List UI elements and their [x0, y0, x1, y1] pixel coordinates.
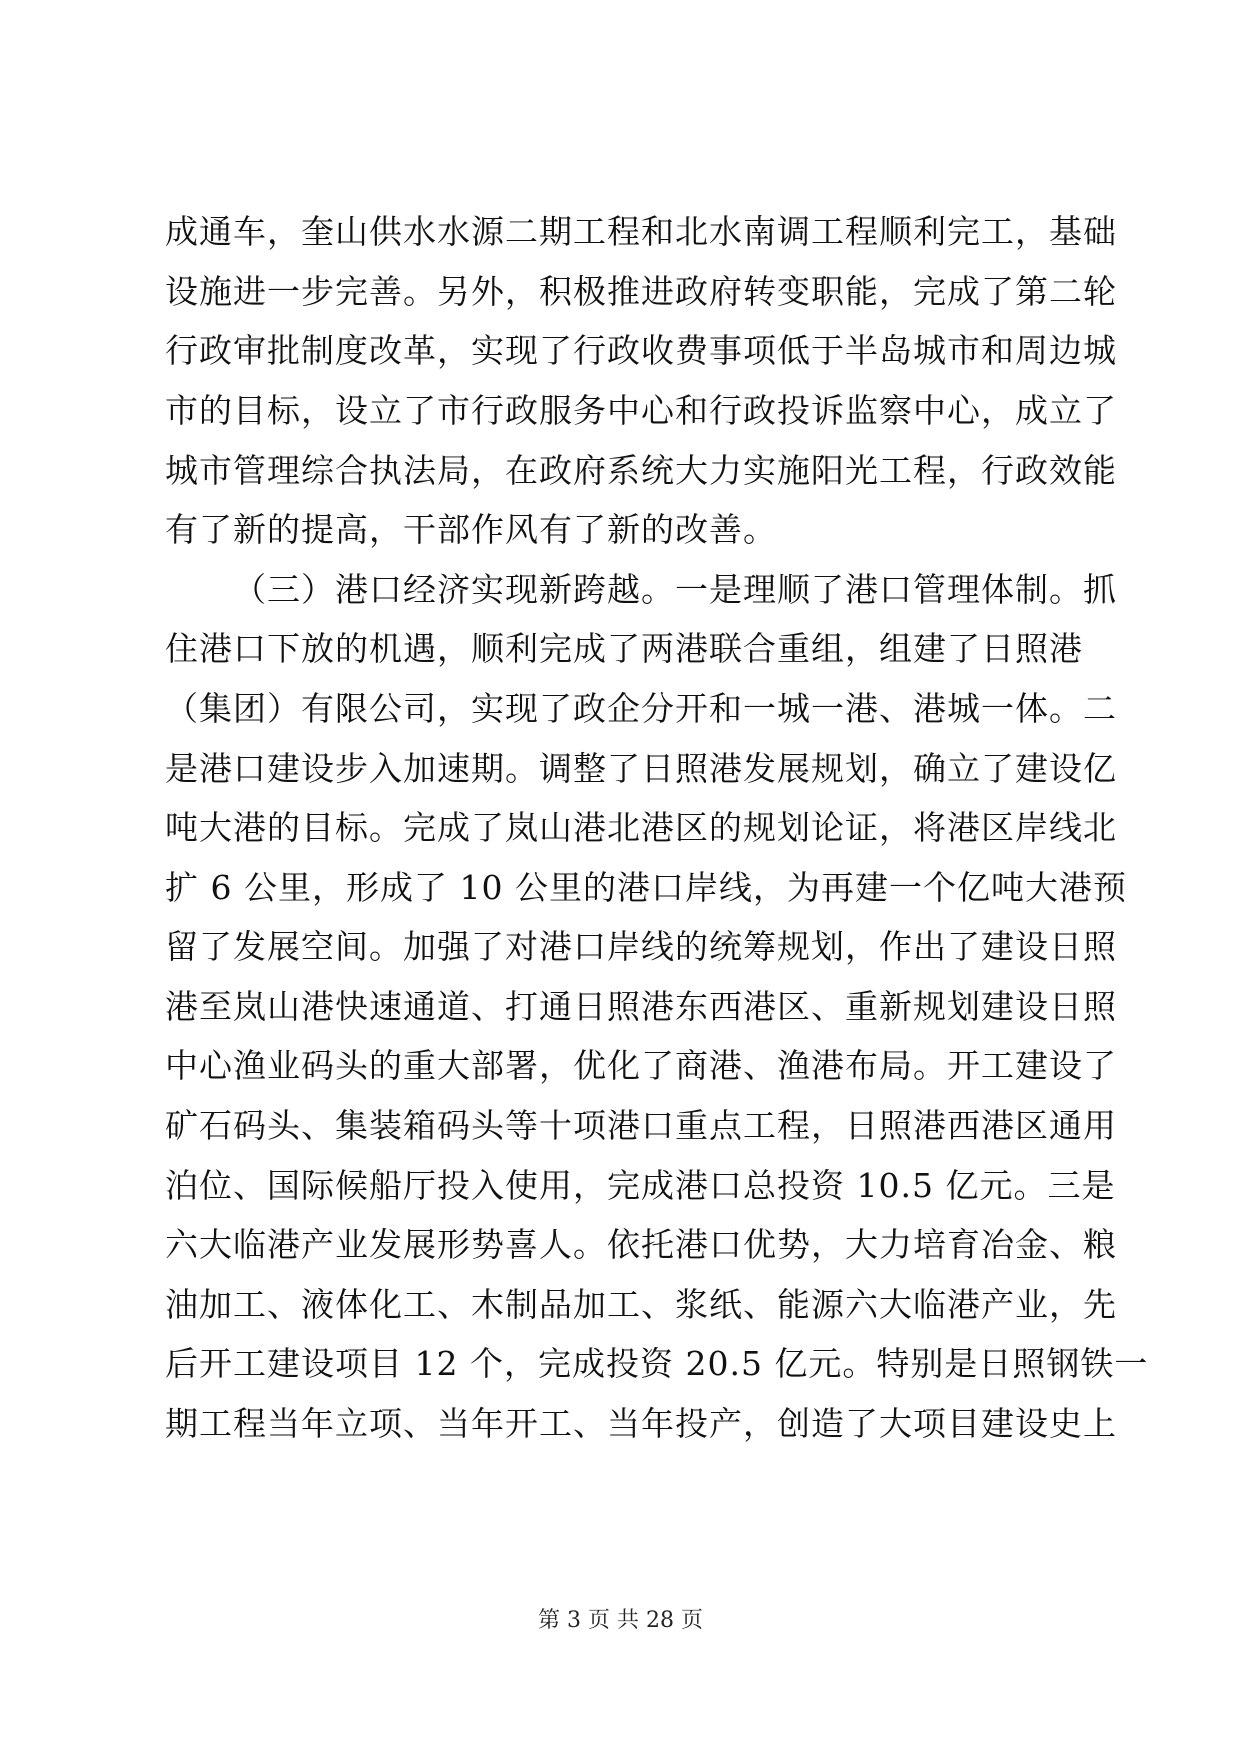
body-line-14: 港至岚山港快速通道、打通日照港东西港区、重新规划建设日照: [165, 987, 1117, 1026]
section-heading-line: （三）港口经济实现新跨越。一是理顺了港口管理体制。抓: [233, 570, 1117, 609]
body-line-12: 扩 6 公里，形成了 10 公里的港口岸线，为再建一个亿吨大港预: [165, 868, 1127, 907]
body-line-19: 油加工、液体化工、木制品加工、浆纸、能源六大临港产业，先: [165, 1285, 1117, 1324]
body-line-15: 中心渔业码头的重大部署，优化了商港、渔港布局。开工建设了: [165, 1046, 1117, 1085]
body-line-8: 住港口下放的机遇，顺利完成了两港联合重组，组建了日照港: [165, 629, 1083, 668]
body-line-1: 成通车，奎山供水水源二期工程和北水南调工程顺利完工，基础: [165, 212, 1117, 251]
page-number-footer: 第 3 页 共 28 页: [538, 1608, 703, 1633]
body-line-21: 期工程当年立项、当年开工、当年投产，创造了大项目建设史上: [165, 1404, 1117, 1443]
body-line-4: 市的目标，设立了市行政服务中心和行政投诉监察中心，成立了: [165, 391, 1117, 430]
body-line-5: 城市管理综合执法局，在政府系统大力实施阳光工程，行政效能: [165, 451, 1117, 490]
body-line-2: 设施进一步完善。另外，积极推进政府转变职能，完成了第二轮: [165, 272, 1117, 311]
body-line-13: 留了发展空间。加强了对港口岸线的统筹规划，作出了建设日照: [165, 927, 1117, 966]
body-line-11: 吨大港的目标。完成了岚山港北港区的规划论证，将港区岸线北: [165, 808, 1117, 847]
body-line-3: 行政审批制度改革，实现了行政收费事项低于半岛城市和周边城: [165, 331, 1117, 370]
body-line-9: （集团）有限公司，实现了政企分开和一城一港、港城一体。二: [165, 689, 1117, 728]
body-line-17: 泊位、国际候船厅投入使用，完成港口总投资 10.5 亿元。三是: [165, 1166, 1116, 1205]
body-line-16: 矿石码头、集装箱码头等十项港口重点工程，日照港西港区通用: [165, 1106, 1117, 1145]
body-line-6: 有了新的提高，干部作风有了新的改善。: [165, 510, 777, 549]
body-line-10: 是港口建设步入加速期。调整了日照港发展规划，确立了建设亿: [165, 749, 1117, 788]
body-line-18: 六大临港产业发展形势喜人。依托港口优势，大力培育冶金、粮: [165, 1225, 1117, 1264]
body-line-20: 后开工建设项目 12 个，完成投资 20.5 亿元。特别是日照钢铁一: [165, 1344, 1149, 1383]
